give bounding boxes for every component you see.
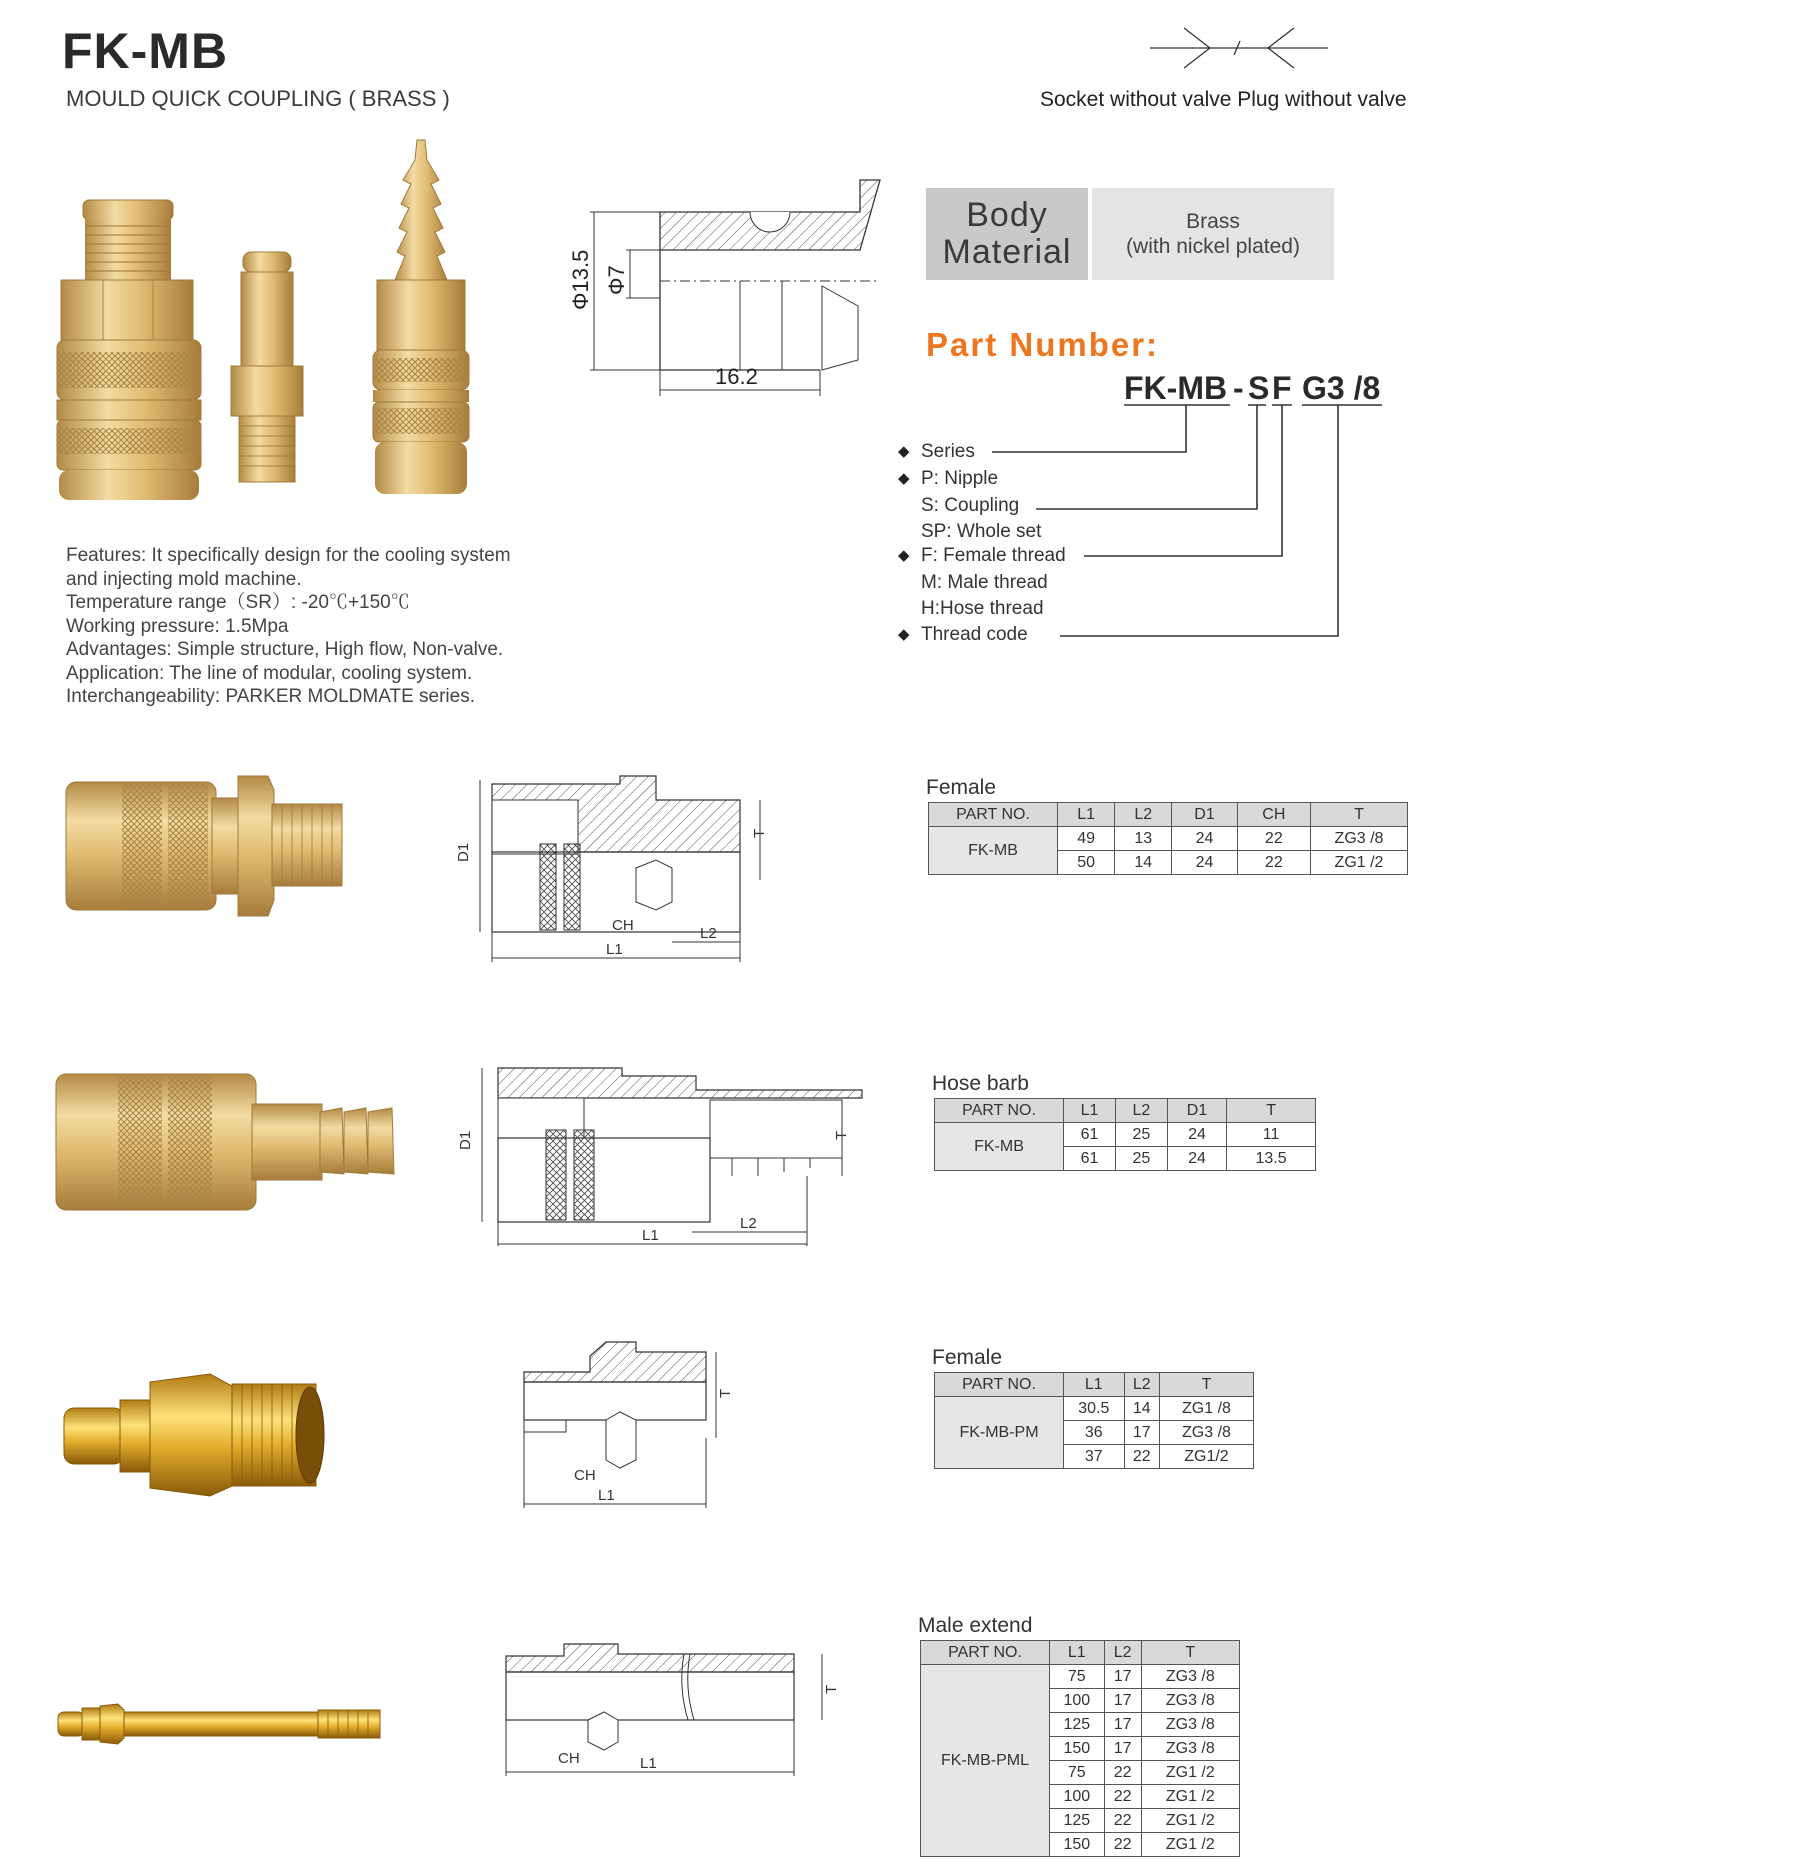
table-row xyxy=(935,1123,1316,1147)
table-caption-male-extend: Male extend xyxy=(918,1614,1033,1637)
bullet-diamond-icon: ◆ xyxy=(898,547,910,564)
table-header-row xyxy=(935,1099,1316,1123)
dim-length: 16.2 xyxy=(715,364,758,389)
body-material-value: Brass (with nickel plated) xyxy=(1092,188,1334,280)
bullet-diamond-icon: ◆ xyxy=(898,443,910,460)
legend-whole-set: SP: Whole set xyxy=(921,521,1042,542)
table-header-row xyxy=(921,1641,1240,1665)
page-subtitle: MOULD QUICK COUPLING ( BRASS ) xyxy=(66,86,450,111)
feature-line: Application: The line of modular, cooling system. xyxy=(66,662,473,684)
cell: 17 xyxy=(1104,1737,1141,1761)
cell: 22 xyxy=(1237,851,1310,875)
cell: 61 xyxy=(1064,1123,1116,1147)
table-row xyxy=(929,827,1408,851)
cell: ZG1 /2 xyxy=(1141,1785,1239,1809)
feature-line: Features: It specifically design for the cooling system xyxy=(66,545,511,566)
dim-d1-label: D1 xyxy=(455,842,472,862)
col-header: L1 xyxy=(1058,803,1115,827)
spec-table-male-extend xyxy=(920,1640,1240,1857)
feature-line: Working pressure: 1.5Mpa xyxy=(66,615,289,637)
table-caption-female: Female xyxy=(926,776,997,799)
female-coupling-photo xyxy=(62,770,352,920)
cell: 11 xyxy=(1227,1123,1316,1147)
cell: ZG1 /2 xyxy=(1311,851,1408,875)
part-no-cell: FK-MB xyxy=(935,1123,1064,1171)
col-header: D1 xyxy=(1172,803,1237,827)
cell: ZG1 /2 xyxy=(1141,1833,1239,1857)
coupling-symbol-caption: Socket without valve Plug without valve xyxy=(1040,88,1407,111)
cell: 17 xyxy=(1104,1713,1141,1737)
cell: ZG3 /8 xyxy=(1141,1713,1239,1737)
table-header-row xyxy=(935,1373,1254,1397)
table-row xyxy=(921,1665,1240,1689)
male-extend-drawing xyxy=(504,1642,840,1782)
part-number-leader-lines xyxy=(0,0,1800,700)
spec-table-female xyxy=(928,802,1408,875)
male-extend-photo xyxy=(56,1702,386,1746)
col-header: D1 xyxy=(1167,1099,1226,1123)
hose-barb-coupling-drawing xyxy=(457,1064,852,1246)
dim-l2-label: L2 xyxy=(740,1215,757,1232)
cell: 13 xyxy=(1115,827,1172,851)
hose-barb-coupling-photo xyxy=(52,1068,402,1218)
feature-line: Interchangeability: PARKER MOLDMATE series. xyxy=(66,686,475,707)
cell: 14 xyxy=(1124,1397,1159,1421)
cell: ZG1 /2 xyxy=(1141,1761,1239,1785)
female-coupling-drawing xyxy=(455,772,790,962)
cell: ZG1 /8 xyxy=(1159,1397,1253,1421)
legend-coupling: S: Coupling xyxy=(921,495,1020,516)
page-title: FK-MB xyxy=(62,23,229,79)
cell: 22 xyxy=(1237,827,1310,851)
cell: 17 xyxy=(1104,1689,1141,1713)
col-header: T xyxy=(1311,803,1408,827)
cell: 100 xyxy=(1050,1689,1105,1713)
cell: 36 xyxy=(1064,1421,1125,1445)
dim-ch-label: CH xyxy=(612,917,634,934)
feature-line: and injecting mold machine. xyxy=(66,568,302,590)
cell: 25 xyxy=(1115,1123,1167,1147)
table-row xyxy=(935,1397,1254,1421)
part-no-cell: FK-MB-PML xyxy=(921,1665,1050,1857)
col-header: L1 xyxy=(1064,1099,1116,1123)
dim-outer-diameter: Φ13.5 xyxy=(568,249,593,310)
dim-inner-diameter: Φ7 xyxy=(604,265,629,295)
cell: 150 xyxy=(1050,1833,1105,1857)
part-code-thread: F xyxy=(1272,370,1292,406)
col-header: L2 xyxy=(1124,1373,1159,1397)
cell: 100 xyxy=(1050,1785,1105,1809)
table-header-row xyxy=(929,803,1408,827)
cell: 22 xyxy=(1124,1445,1159,1469)
dim-l1-label: L1 xyxy=(642,1227,659,1244)
feature-line: Temperature range（SR）: -20℃+150℃ xyxy=(66,592,410,613)
cell: 24 xyxy=(1172,827,1237,851)
feature-line: Advantages: Simple structure, High flow, Non-valve. xyxy=(66,639,504,660)
cell: 37 xyxy=(1064,1445,1125,1469)
table-caption-nipple: Female xyxy=(932,1346,1003,1369)
spec-table-nipple xyxy=(934,1372,1254,1469)
col-header: T xyxy=(1227,1099,1316,1123)
table-caption-hose-barb: Hose barb xyxy=(932,1072,1029,1095)
dim-ch-label: CH xyxy=(574,1467,596,1484)
cell: ZG3 /8 xyxy=(1311,827,1408,851)
cell: 22 xyxy=(1104,1833,1141,1857)
cell: 24 xyxy=(1172,851,1237,875)
cell: 30.5 xyxy=(1064,1397,1125,1421)
dim-t-label: T xyxy=(833,1130,850,1140)
cell: 75 xyxy=(1050,1761,1105,1785)
part-no-cell: FK-MB-PM xyxy=(935,1397,1064,1469)
col-header: L2 xyxy=(1104,1641,1141,1665)
cell: 17 xyxy=(1104,1665,1141,1689)
cell: 14 xyxy=(1115,851,1172,875)
col-header: L1 xyxy=(1050,1641,1105,1665)
col-header: L1 xyxy=(1064,1373,1125,1397)
cell: 150 xyxy=(1050,1737,1105,1761)
cell: 125 xyxy=(1050,1713,1105,1737)
cell: 125 xyxy=(1050,1809,1105,1833)
cell: ZG3 /8 xyxy=(1159,1421,1253,1445)
spec-table-hose-barb xyxy=(934,1098,1316,1171)
cell: ZG3 /8 xyxy=(1141,1689,1239,1713)
cell: 61 xyxy=(1064,1147,1116,1171)
cell: ZG3 /8 xyxy=(1141,1737,1239,1761)
part-no-cell: FK-MB xyxy=(929,827,1058,875)
col-header: CH xyxy=(1237,803,1310,827)
part-number-title: Part Number: xyxy=(926,326,1160,363)
legend-series: Series xyxy=(921,441,975,462)
legend-nipple: P: Nipple xyxy=(921,468,999,489)
dim-l2-label: L2 xyxy=(700,925,717,942)
cell: 22 xyxy=(1104,1785,1141,1809)
col-header: T xyxy=(1159,1373,1253,1397)
col-header: PART NO. xyxy=(935,1373,1064,1397)
cell: ZG1/2 xyxy=(1159,1445,1253,1469)
cell: 49 xyxy=(1058,827,1115,851)
dim-l1-label: L1 xyxy=(606,941,623,958)
dim-l1-label: L1 xyxy=(640,1755,657,1772)
legend-thread-code: Thread code xyxy=(921,624,1028,645)
body-material-label: Body Material xyxy=(926,188,1088,280)
legend-hose-thread: H:Hose thread xyxy=(921,598,1044,619)
cell: 24 xyxy=(1167,1147,1226,1171)
col-header: L2 xyxy=(1115,803,1172,827)
cell: 22 xyxy=(1104,1761,1141,1785)
part-code-series: FK-MB xyxy=(1124,370,1228,406)
col-header: PART NO. xyxy=(935,1099,1064,1123)
col-header: T xyxy=(1141,1641,1239,1665)
part-code-dash: - xyxy=(1233,370,1244,406)
dim-t-label: T xyxy=(823,1684,840,1694)
dim-ch-label: CH xyxy=(558,1750,580,1767)
part-code-type: S xyxy=(1248,370,1270,406)
dim-d1-label: D1 xyxy=(457,1130,474,1150)
dim-l1-label: L1 xyxy=(598,1487,615,1504)
cell: 75 xyxy=(1050,1665,1105,1689)
cell: 17 xyxy=(1124,1421,1159,1445)
col-header: PART NO. xyxy=(921,1641,1050,1665)
cell: 22 xyxy=(1104,1809,1141,1833)
cell: 13.5 xyxy=(1227,1147,1316,1171)
cell: ZG1 /2 xyxy=(1141,1809,1239,1833)
legend-male-thread: M: Male thread xyxy=(921,572,1048,593)
dim-t-label: T xyxy=(751,828,768,838)
nipple-photo xyxy=(60,1370,330,1500)
legend-female-thread: F: Female thread xyxy=(921,545,1066,566)
cell: 24 xyxy=(1167,1123,1226,1147)
cell: 25 xyxy=(1115,1147,1167,1171)
col-header: PART NO. xyxy=(929,803,1058,827)
col-header: L2 xyxy=(1115,1099,1167,1123)
bullet-diamond-icon: ◆ xyxy=(898,626,910,643)
cell: 50 xyxy=(1058,851,1115,875)
dim-t-label: T xyxy=(717,1388,734,1398)
cell: ZG3 /8 xyxy=(1141,1665,1239,1689)
bullet-diamond-icon: ◆ xyxy=(898,470,910,487)
part-code-size: G3 /8 xyxy=(1302,370,1381,406)
nipple-drawing xyxy=(520,1338,760,1516)
